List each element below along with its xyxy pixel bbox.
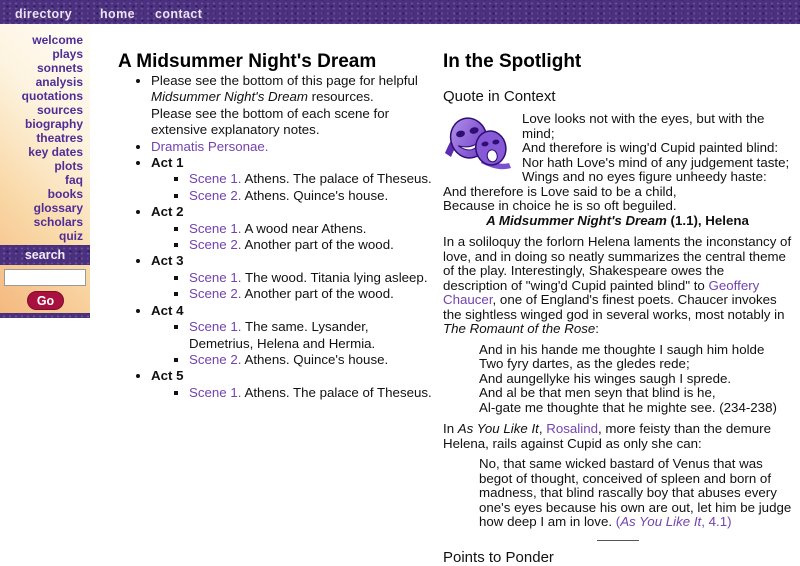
sidebar-item-biography[interactable]: biography [24, 117, 83, 131]
quote-line: Wings and no eyes figure unheedy haste: [522, 169, 767, 184]
section-divider [597, 540, 639, 541]
scene-link[interactable]: Scene 1. [189, 171, 242, 187]
sidebar-item-plays[interactable]: plays [52, 47, 83, 61]
sidebar-item-sources[interactable]: sources [36, 103, 83, 117]
scene-list [151, 171, 433, 204]
text-span: No, that same wicked bastard of Venus that was begot of thought, conceived of spleen and born of madness, that blind rascally boy that abuses every one's eyes because his own are out, let him be judge how deep I am in love. [479, 456, 792, 529]
nav-item-home[interactable]: home [100, 7, 135, 21]
scene-item [189, 270, 433, 286]
scene-link[interactable]: Scene 1. [189, 319, 242, 335]
text-span: (1.1), Helena [666, 212, 749, 228]
sidebar-item-plots[interactable]: plots [54, 159, 83, 173]
dramatis-personae-link[interactable]: Dramatis Personae. [151, 138, 269, 154]
text-span: In a soliloquy the forlorn Helena laments the inconstancy of love, and in doing so neatly summarizes the central theme of the play. Interestingly, Shakespeare owes the description of "wing'd Cupid painted blind" to [443, 234, 792, 293]
scene-list [151, 221, 433, 254]
sidebar-item-sonnets[interactable]: sonnets [36, 61, 83, 75]
text-link[interactable]: , 4.1) [701, 514, 732, 529]
scene-item [189, 319, 433, 352]
quote-line: Because in choice he is so oft beguiled. [443, 198, 677, 213]
blockquote-line: Two fyry dartes, as the gledes rede; [479, 356, 690, 371]
text-link[interactable]: ( [615, 514, 621, 529]
text-span: : [595, 321, 599, 336]
sidebar-item-quotations[interactable]: quotations [21, 89, 83, 103]
scene-location: Athens. Quince's house. [241, 187, 389, 203]
scene-link[interactable]: Scene 2. [189, 237, 242, 253]
sidebar-item-theatres[interactable]: theatres [36, 131, 83, 145]
commentary-paragraph-1 [443, 235, 792, 337]
chaucer-blockquote [479, 343, 792, 416]
scene-list [151, 319, 433, 368]
scene-item [189, 385, 433, 401]
spotlight-title: In the Spotlight [443, 51, 582, 72]
quote-in-context-heading: Quote in Context [443, 88, 556, 105]
sidebar-item-quiz[interactable]: quiz [59, 229, 83, 243]
blockquote-line: Al-gate me thoughte that he mighte see. (234-238) [479, 399, 777, 415]
text-span: As You Like It [457, 421, 539, 436]
text-span: , more feisty than the demure Helena, rails against Cupid as only she can: [443, 421, 771, 451]
scene-item [189, 171, 433, 187]
scene-location: Athens. The palace of Theseus. [241, 384, 432, 400]
text-span: Please see the bottom of each scene for extensive explanatory notes. [151, 105, 390, 138]
sidebar [0, 24, 90, 318]
act-label: Act 2 [151, 204, 184, 220]
quote-line: And therefore is wing'd Cupid painted blind: [522, 140, 779, 155]
sidebar-item-faq[interactable]: faq [65, 173, 83, 187]
commentary-paragraph-2 [443, 422, 792, 451]
scene-item [189, 221, 433, 237]
scene-link[interactable]: Scene 1. [189, 220, 242, 236]
spotlight-column [443, 45, 792, 566]
act-label: Act 4 [151, 302, 184, 318]
scene-item [189, 286, 433, 302]
comedy-tragedy-masks-icon [443, 113, 515, 170]
sidebar-item-glossary[interactable]: glossary [33, 201, 83, 215]
search-title: search [24, 248, 66, 262]
scene-location: The same. Lysander, Demetrius, Helena and Hermia. [189, 319, 376, 351]
scene-item [189, 188, 433, 204]
play-contents-column [118, 45, 433, 401]
act-label: Act 5 [151, 368, 184, 384]
text-span: Please see the bottom of this page for helpful [151, 73, 418, 88]
go-button[interactable]: Go [27, 291, 64, 310]
scene-list [151, 270, 433, 303]
scene-item [189, 352, 433, 368]
text-span: , [538, 421, 547, 436]
act-scene-list [118, 139, 433, 402]
sidebar-item-scholars[interactable]: scholars [33, 215, 83, 229]
top-nav-bar [0, 0, 800, 24]
toc-act-item [151, 204, 433, 253]
text-span: A Midsummer Night's Dream [486, 212, 667, 228]
scene-location: Athens. The palace of Theseus. [241, 171, 432, 187]
toc-act-item [151, 253, 433, 302]
search-section-header [0, 245, 90, 265]
scene-location: Another part of the wood. [241, 286, 394, 302]
scene-location: The wood. Titania lying asleep. [241, 269, 428, 285]
text-span: Midsummer Night's Dream [151, 89, 308, 105]
toc-act-item [151, 368, 433, 401]
text-span: resources. [307, 89, 374, 105]
quote-line: Nor hath Love's mind of any judgement taste; [522, 154, 790, 170]
quote-block [443, 112, 792, 228]
quote-line: And therefore is Love said to be a child, [443, 183, 677, 199]
nav-item-contact[interactable]: contact [155, 7, 203, 21]
page-title: A Midsummer Night's Dream [118, 51, 377, 72]
scene-item [189, 237, 433, 253]
text-link[interactable]: Geoffery Chaucer [443, 277, 760, 307]
search-input[interactable] [4, 269, 86, 286]
text-span: , one of England's finest poets. Chaucer invokes the sightless winged god in several works, most notably in [443, 292, 785, 322]
sidebar-item-welcome[interactable]: welcome [32, 33, 83, 47]
sidebar-bottom-divider [0, 313, 90, 318]
act-label: Act 3 [151, 253, 184, 269]
blockquote-line: And in his hande me thoughte I saugh him holde [479, 341, 765, 357]
intro-list [118, 73, 433, 139]
sidebar-item-books[interactable]: books [47, 187, 83, 201]
intro-note [151, 73, 433, 139]
sidebar-item-key-dates[interactable]: key dates [28, 145, 83, 159]
text-span: In [443, 421, 458, 436]
quote-attribution [443, 214, 792, 229]
text-link[interactable]: Rosalind [546, 421, 599, 436]
blockquote-line: And aungellyke his winges saugh I sprede. [479, 370, 732, 386]
toc-act-item [151, 155, 433, 204]
quote-line: Love looks not with the eyes, but with the mind; [522, 111, 765, 141]
text-link[interactable]: As You Like It [620, 514, 702, 529]
sidebar-item-analysis[interactable]: analysis [35, 75, 83, 89]
scene-list [151, 385, 433, 401]
rosalind-blockquote [479, 457, 792, 530]
scene-location: Another part of the wood. [241, 237, 394, 253]
blockquote-line: And al be that men seyn that blind is he, [479, 385, 716, 400]
scene-link[interactable]: Scene 2. [189, 351, 242, 367]
nav-item-directory[interactable]: directory [15, 7, 73, 21]
scene-location: A wood near Athens. [241, 220, 367, 236]
scene-location: Athens. Quince's house. [241, 351, 389, 367]
text-span: The Romaunt of the Rose [443, 321, 596, 336]
sidebar-links [0, 33, 83, 243]
act-label: Act 1 [151, 155, 184, 171]
scene-link[interactable]: Scene 2. [189, 286, 242, 302]
scene-link[interactable]: Scene 2. [189, 187, 242, 203]
toc-link-item [151, 139, 433, 155]
points-to-ponder-heading: Points to Ponder [443, 548, 554, 566]
toc-act-item [151, 303, 433, 369]
scene-link[interactable]: Scene 1. [189, 384, 242, 400]
scene-link[interactable]: Scene 1. [189, 269, 242, 285]
